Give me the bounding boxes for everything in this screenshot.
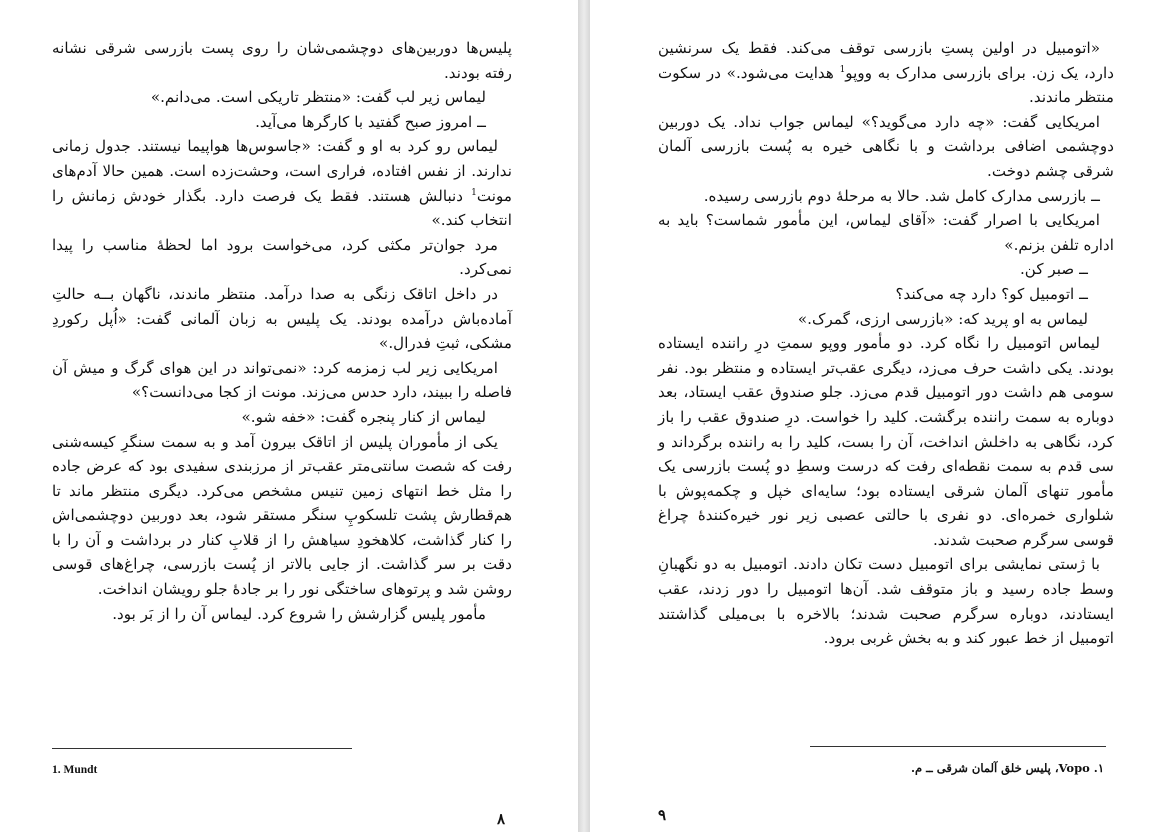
- left-paragraph: لیماس زیر لب گفت: «منتظر تاریکی است. می‌دانم.»: [150, 88, 486, 107]
- right-paragraph: امریکایی گفت: «چه دارد می‌گوید؟» لیماس جواب نداد. یک دوربین دوچشمی اضافی برداشت و با نگاهی خیره به پُست بازرسی آلمان شرقی چشم دوخت.: [658, 112, 1114, 180]
- right-paragraph: امریکایی با اصرار گفت: «آقای لیماس، این مأمور شماست؟ باید به اداره تلفن بزنم.»: [658, 211, 1114, 254]
- left-paragraph: لیماس از کنار پنجره گفت: «خفه شو.»: [241, 407, 486, 426]
- right-paragraph: با ژستی نمایشی برای اتومبیل دست تکان دادند. اتومبیل به دو نگهبانِ وسط جاده رسید و باز متوقف شد. آن‌ها اتومبیل را دور زدند، عقب ایستادند، دوباره سرگرم صحبت شدند؛ بالاخره با بی‌میلی گذاشتند اتومبیل از خط عبور کند و به بخش غربی برود.: [658, 555, 1114, 648]
- right-paragraph: لیماس به او پرید که: «بازرسی ارزی، گمرک.»: [797, 309, 1088, 328]
- right-paragraph: «اتومبیل در اولین پستِ بازرسی توقف می‌کند. فقط یک سرنشین دارد، یک زن. برای بازرسی مدارک به ووپو$^1$ هدایت می‌شود.» در سکوت منتظر ماندند.: [658, 39, 1114, 107]
- right-page-number: ۹: [658, 806, 667, 824]
- right-page-body: [658, 36, 1114, 651]
- right-footnote: ۱. Vopo، پلیس خلق آلمان شرقی ــ م.: [910, 761, 1104, 775]
- left-footnote: 1. Mundt: [52, 764, 98, 776]
- left-paragraph: لیماس رو کرد به او و گفت: «جاسوس‌ها هواپیما نیستند. جدول زمانی ندارند. از نفس افتاده، فراری است، وحشت‌زده است. همین حالا آدم‌های مونت$^1$ دنبالش هستند. فقط یک فرصت دارد. بگذار خودش زمانش را انتخاب کند.»: [52, 137, 512, 230]
- left-paragraph: ــ امروز صبح گفتید با کارگرها می‌آید.: [255, 112, 486, 131]
- left-page: [0, 0, 578, 832]
- right-paragraph: لیماس اتومبیل را نگاه کرد. دو مأمور ووپو سمتِ درِ راننده ایستاده بودند. یکی داشت حرف می‌زد، دیگری عقب‌تر ایستاده و منتظر بود. نفر سومی هم داشت دور اتومبیل قدم می‌زد. جلو صندوق عقب ایستاد، بعد دوباره به سمت راننده برگشت. کلید را خواست. درِ صندوق عقب را باز کرد، نگاهی به داخلش انداخت، آن را بست، کلید را به راننده برگرداند و سی قدم به سمت نقطه‌ای رفت که درست وسطِ دو پُست بازرسی یک مأمور تنهای آلمان شرقی ایستاده بود؛ سایه‌ای خپل و چکمه‌پوش با شلواری خمره‌ای. دو نفری با حالتی عصبی زیر نور خیره‌کنندهٔ چراغ قوسی سرگرم صحبت شدند.: [658, 334, 1114, 549]
- left-paragraph: مرد جوان‌تر مکثی کرد، می‌خواست برود اما لحظهٔ مناسب را پیدا نمی‌کرد.: [52, 235, 512, 279]
- left-paragraph: امریکایی زیر لب زمزمه کرد: «نمی‌تواند در این هوای گرگ و میش آن فاصله را ببیند، دارد حدس می‌زند. مونت از کجا می‌دانست؟»: [52, 358, 512, 402]
- book-gutter: [578, 0, 590, 832]
- left-paragraph: مأمور پلیس گزارشش را شروع کرد. لیماس آن را از بَر بود.: [112, 604, 486, 623]
- left-paragraph: پلیس‌ها دوربین‌های دوچشمی‌شان را روی پست بازرسی شرقی نشانه رفته بودند.: [52, 39, 512, 82]
- right-page: [590, 0, 1164, 832]
- left-page-number: ۸: [497, 810, 506, 828]
- right-paragraph: ــ بازرسی مدارک کامل شد. حالا به مرحلهٔ دوم بازرسی رسیده.: [703, 186, 1100, 205]
- footnote-rule: [810, 746, 1106, 747]
- left-page-body: [52, 36, 512, 626]
- footnote-rule: [52, 748, 352, 749]
- left-paragraph: یکی از مأموران پلیس از اتاقک بیرون آمد و به سمت سنگرِ کیسه‌شنی رفت که شصت سانتی‌متر عقب‌تر از مرزبندی سفیدی بود که عرض جاده را مثل خط انتهای زمین تنیس مشخص می‌کرد. دیگری منتظر ماند تا هم‌قطارش پشت تلسکوپِ سنگر مستقر شود، بعد دوربین دوچشمی‌اش را کنار گذاشت، کلاهخودِ سیاهش را از قلابِ کنار در برداشت و آن را با دقت بر سر گذاشت. از جایی بالاتر از پُست بازرسی، چراغ‌های قوسی روشن شد و پرتوهای ساختگی نور را بر جادهٔ جلو رویشان انداخت.: [52, 432, 512, 599]
- left-paragraph: در داخل اتاقک زنگی به صدا درآمد. منتظر ماندند، ناگهان بــه حالتِ آماده‌باش درآمده بودند. یک پلیس به زبان آلمانی گفت: «اُپل رکوردِ مشکی، ثبتِ فدرال.»: [52, 284, 512, 353]
- right-paragraph: ــ اتومبیل کو؟ دارد چه می‌کند؟: [895, 284, 1088, 303]
- right-paragraph: ــ صبر کن.: [1019, 260, 1088, 279]
